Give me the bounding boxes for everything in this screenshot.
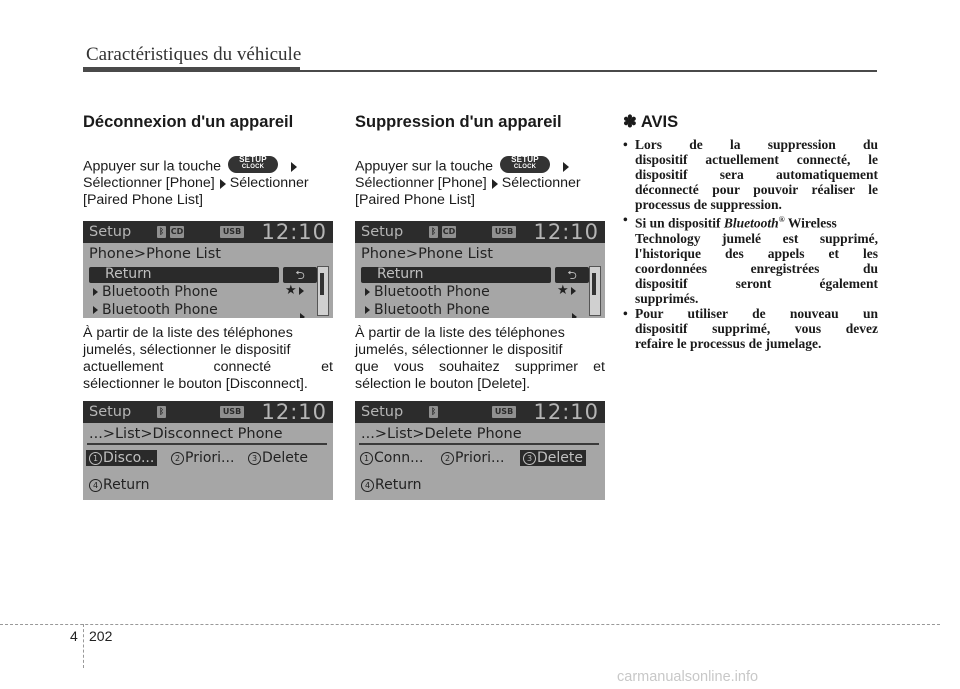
asterisk-icon: ✽ xyxy=(623,113,637,131)
screen-title: Setup xyxy=(361,404,404,420)
clock-time: 12:10 xyxy=(533,401,599,424)
scroll-thumb xyxy=(320,273,324,295)
desc-line: sélection le bouton [Delete]. xyxy=(355,376,531,392)
setup-key-top: SETUP xyxy=(239,155,267,164)
clock-time: 12:10 xyxy=(261,401,327,424)
menu-item-return: Return xyxy=(377,266,424,282)
screen-title: Setup xyxy=(89,404,132,420)
header-rule xyxy=(83,67,300,72)
desc-line: À partir de la liste des téléphones xyxy=(355,325,565,341)
notice-line: Technology jumelé est supprimé, xyxy=(635,230,878,246)
notice-line: • Lors de la suppression du xyxy=(635,137,878,152)
instr-line2-a: Sélectionner [Phone] xyxy=(355,175,487,192)
usb-icon: USB xyxy=(220,406,244,418)
description-text xyxy=(83,325,333,393)
notice-text: Wireless xyxy=(787,215,837,231)
option-priority: 2 Priori... xyxy=(171,450,234,466)
notice-line: déconnecté pour pouvoir réaliser le xyxy=(635,182,878,197)
menu-item-phone-2 xyxy=(365,302,490,318)
clock-time: 12:10 xyxy=(261,221,327,244)
usb-icon: USB xyxy=(220,226,244,238)
instr-prefix: Appuyer sur la touche xyxy=(83,158,222,175)
option-delete: 3 Delete xyxy=(248,450,308,466)
notice-line: coordonnées enregistrées du xyxy=(635,260,878,276)
scrollbar xyxy=(317,266,329,316)
notice-line: dispositif actuellement connecté, le xyxy=(635,152,878,167)
arrow-right-icon xyxy=(220,179,226,189)
display-screen-phone-list xyxy=(355,221,605,318)
page-header-title: Caractéristiques du véhicule xyxy=(86,44,302,65)
star-icon: ★ xyxy=(557,283,580,298)
divider xyxy=(87,443,327,445)
setup-key-bottom: CLOCK xyxy=(513,163,537,170)
divider xyxy=(359,443,599,445)
phone-name: Bluetooth Phone xyxy=(102,284,218,300)
arrow-right-icon xyxy=(365,288,370,296)
footer-divider xyxy=(83,624,84,668)
notice-line: processus de suppression. xyxy=(635,197,782,212)
screen-path: ...>List>Delete Phone xyxy=(361,426,522,442)
setup-key-bottom: CLOCK xyxy=(241,163,265,170)
arrow-right-icon xyxy=(492,179,498,189)
arrow-right-icon xyxy=(365,306,370,314)
notice-line: • Pour utiliser de nouveau un xyxy=(635,305,878,321)
instr-line3: [Paired Phone List] xyxy=(83,192,203,209)
setup-key-top: SETUP xyxy=(511,155,539,164)
desc-line: sélectionner le bouton [Disconnect]. xyxy=(83,376,308,392)
option-label: Return xyxy=(375,477,422,493)
section-heading: Déconnexion d'un appareil xyxy=(83,113,294,131)
phone-name: Bluetooth Phone xyxy=(374,302,490,318)
cd-icon: CD xyxy=(170,227,184,236)
clock-time: 12:10 xyxy=(533,221,599,244)
bluetooth-icon: ᛒ xyxy=(429,226,438,238)
header-rule-thin xyxy=(300,70,877,72)
display-screen-delete xyxy=(355,401,605,500)
display-screen-phone-list xyxy=(83,221,333,318)
screen-title: Setup xyxy=(89,224,132,240)
description-text xyxy=(355,325,605,393)
notice-title-text: AVIS xyxy=(640,113,679,131)
arrow-right-icon xyxy=(563,162,569,172)
menu-item-phone-2 xyxy=(93,302,218,318)
section-delete xyxy=(355,113,605,209)
screen-path: Phone>Phone List xyxy=(361,246,493,262)
screen-path: Phone>Phone List xyxy=(89,246,221,262)
section-heading: Suppression d'un appareil xyxy=(355,113,562,131)
return-arrow-icon: ⮌ xyxy=(283,267,317,283)
setup-key-icon xyxy=(500,156,550,173)
usb-icon: USB xyxy=(492,406,516,418)
notice-item xyxy=(623,306,878,351)
instr-line2-b: Sélectionner xyxy=(501,175,581,192)
scrollbar xyxy=(589,266,601,316)
phone-name: Bluetooth Phone xyxy=(374,284,490,300)
instr-prefix: Appuyer sur la touche xyxy=(355,158,494,175)
arrow-right-icon xyxy=(300,306,309,318)
notice-line: supprimés. xyxy=(635,290,699,306)
scroll-thumb xyxy=(592,273,596,295)
arrow-right-icon xyxy=(291,162,297,172)
bluetooth-icon: ᛒ xyxy=(157,226,166,238)
watermark: carmanualsonline.info xyxy=(617,669,759,685)
desc-line: jumelés, sélectionner le dispositif xyxy=(355,342,563,358)
option-label: Delete xyxy=(537,450,583,466)
arrow-right-icon xyxy=(572,306,581,318)
instr-line3: [Paired Phone List] xyxy=(355,192,475,209)
setup-key-icon xyxy=(228,156,278,173)
menu-item-return: Return xyxy=(105,266,152,282)
option-priority: 2 Priori... xyxy=(441,450,504,466)
registered-mark: ® xyxy=(778,215,785,224)
instruction-text xyxy=(355,155,605,209)
option-return: 4 Return xyxy=(89,477,149,493)
option-label: Conn... xyxy=(374,450,424,466)
option-label: Disco... xyxy=(103,450,155,466)
bluetooth-brand: Bluetooth xyxy=(723,215,779,231)
chapter-number: 4 xyxy=(70,628,78,644)
notice-line: refaire le processus de jumelage. xyxy=(635,335,822,351)
option-label: Return xyxy=(103,477,150,493)
display-screen-disconnect xyxy=(83,401,333,500)
option-return: 4 Return xyxy=(361,477,421,493)
option-delete: 3 Delete xyxy=(520,450,586,466)
notice-line: dispositif seront également xyxy=(635,275,878,291)
return-arrow-icon: ⮌ xyxy=(555,267,589,283)
option-label: Delete xyxy=(262,450,308,466)
desc-line: À partir de la liste des téléphones xyxy=(83,325,293,341)
notice-title xyxy=(623,112,878,132)
notice-line: l'historique des appels et les xyxy=(635,245,878,261)
menu-item-phone-1 xyxy=(93,284,218,302)
arrow-right-icon xyxy=(93,288,98,296)
screen-path: ...>List>Disconnect Phone xyxy=(89,426,283,442)
screen-title: Setup xyxy=(361,224,404,240)
notice-line: dispositif sera automatiquement xyxy=(635,167,878,182)
phone-name: Bluetooth Phone xyxy=(102,302,218,318)
notice-box xyxy=(623,112,878,351)
desc-line: que vous souhaitez supprimer et xyxy=(355,359,605,375)
page-number: 202 xyxy=(89,628,113,644)
instruction-text xyxy=(83,155,333,209)
notice-item xyxy=(623,137,878,212)
desc-line: jumelés, sélectionner le dispositif xyxy=(83,342,291,358)
footer-rule xyxy=(0,624,940,625)
option-label: Priori... xyxy=(185,450,235,466)
arrow-right-icon xyxy=(93,306,98,314)
menu-item-phone-1 xyxy=(365,284,490,302)
bluetooth-icon: ᛒ xyxy=(429,406,438,418)
instr-line2-b: Sélectionner xyxy=(229,175,309,192)
notice-item xyxy=(623,212,878,306)
notice-text: Si un dispositif xyxy=(635,215,721,231)
star-icon: ★ xyxy=(285,283,308,298)
option-label: Priori... xyxy=(455,450,505,466)
notice-line: dispositif supprimé, vous devez xyxy=(635,320,878,336)
bluetooth-icon: ᛒ xyxy=(157,406,166,418)
usb-icon: USB xyxy=(492,226,516,238)
option-connect: 1 Conn... xyxy=(360,450,423,466)
instr-line2-a: Sélectionner [Phone] xyxy=(83,175,215,192)
cd-icon: CD xyxy=(442,227,456,236)
section-disconnect xyxy=(83,113,333,209)
option-disconnect: 1 Disco... xyxy=(86,450,157,466)
desc-line: actuellement connecté et xyxy=(83,359,333,375)
notice-list xyxy=(623,137,878,351)
